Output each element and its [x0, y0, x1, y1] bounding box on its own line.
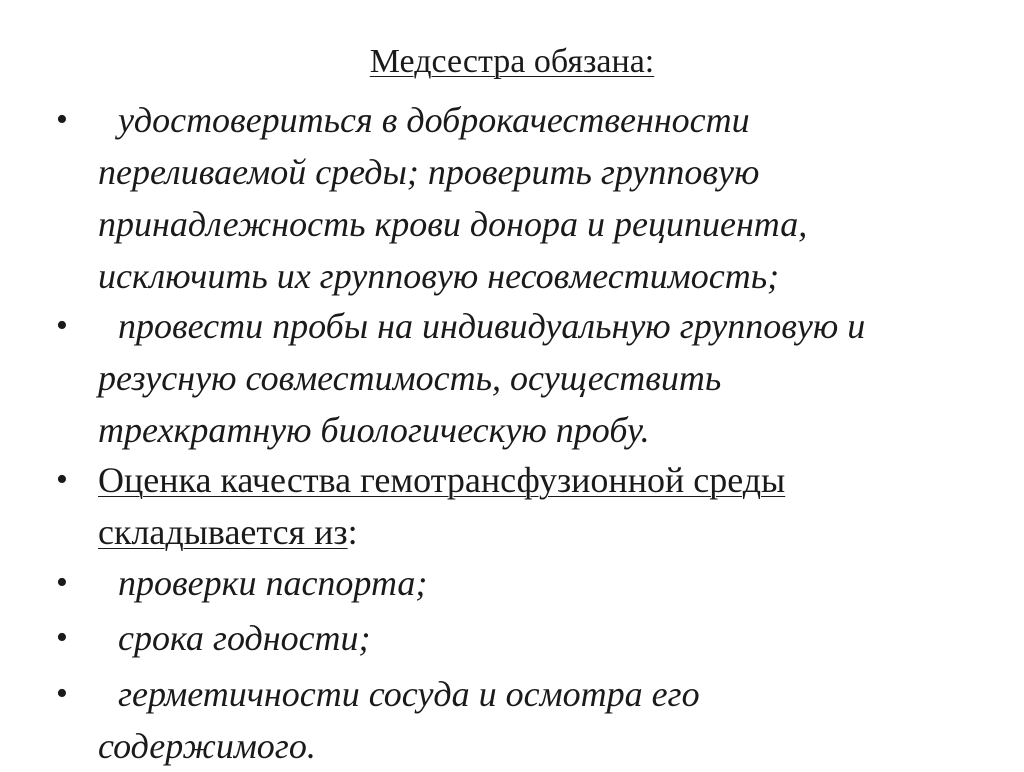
bullet-marker: •: [56, 307, 68, 344]
bullet-marker: •: [56, 461, 68, 498]
bullet-text: герметичности сосуда и осмотра его содержимого.: [98, 674, 700, 766]
bullet-text-underlined: Оценка качества гемотрансфузионной среды складывается из: [98, 460, 786, 552]
bullet-marker: •: [56, 101, 68, 138]
slide-title-text: Медсестра обязана:: [369, 43, 655, 80]
bullet-text: проверки паспорта;: [118, 563, 428, 603]
bullet-text: провести пробы на индивидуальную групповую и резусную совместимость, осуществить трехкратную биологическую пробу.: [98, 306, 866, 450]
slide-title: [0, 42, 1024, 82]
bullet-text: [98, 454, 898, 558]
bullet-marker: •: [56, 619, 68, 656]
bullet-text-tail: :: [347, 512, 358, 552]
bullet-text: срока годности;: [118, 618, 371, 658]
bullet-text: удостовериться в доброкачественности переливаемой среды; проверить групповую принадлежность крови донора и реципиента, исключить их групповую несовместимость;: [98, 100, 808, 296]
bullet-marker: •: [56, 564, 68, 601]
bullet-marker: •: [56, 675, 68, 712]
